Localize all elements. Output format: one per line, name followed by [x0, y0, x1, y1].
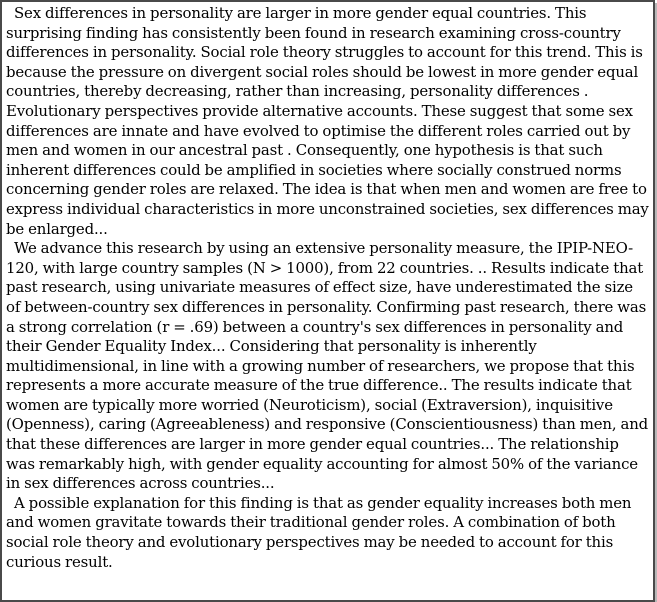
paragraph-1: Sex differences in personality are larger in more gender equal countries. This surprising finding has consistently been found in research examining cross-country differences in personality. Social role theory struggles to account for this trend. This is because the pressure on divergent social roles should be lowest in more gender equal countries, thereby decreasing, rather than increasing, personality differences . Evolutionary perspectives provide alternative accounts. These suggest that some sex differences are innate and have evolved to optimise the different roles carried out by men and women in our ancestral past . Consequently, one hypothesis is that such inherent differences could be amplified in societies where socially construed norms concerning gender roles are relaxed. The idea is that when men and women are free to express individual characteristics in more unconstrained societies, sex differences may be enlarged...: [6, 4, 649, 238]
paragraph-3: A possible explanation for this finding is that as gender equality increases both men and women gravitate towards their traditional gender roles. A combination of both social role theory and evolutionary perspectives may be needed to account for this curious result.: [6, 493, 632, 571]
text-body: [6, 4, 649, 572]
paragraph-2: We advance this research by using an extensive personality measure, the IPIP-NEO-120, with large country samples (N > 1000), from 22 countries. .. Results indicate that past research, using univariate measures of effect size, have underestimated the size of between-country sex differences in personality. Confirming past research, there was a strong correlation (r = .69) between a country's sex differences in personality and their Gender Equality Index... Considering that personality is inherently multidimensional, in line with a growing number of researchers, we propose that this represents a more accurate measure of the true difference.. The results indicate that women are typically more worried (Neuroticism), social (Extraversion), inquisitive (Openness), caring (Agreeableness) and responsive (Conscientiousness) than men, and that these differences are larger in more gender equal countries... The relationship was remarkably high, with gender equality accounting for almost 50% of the variance in sex differences across countries...: [6, 239, 649, 493]
